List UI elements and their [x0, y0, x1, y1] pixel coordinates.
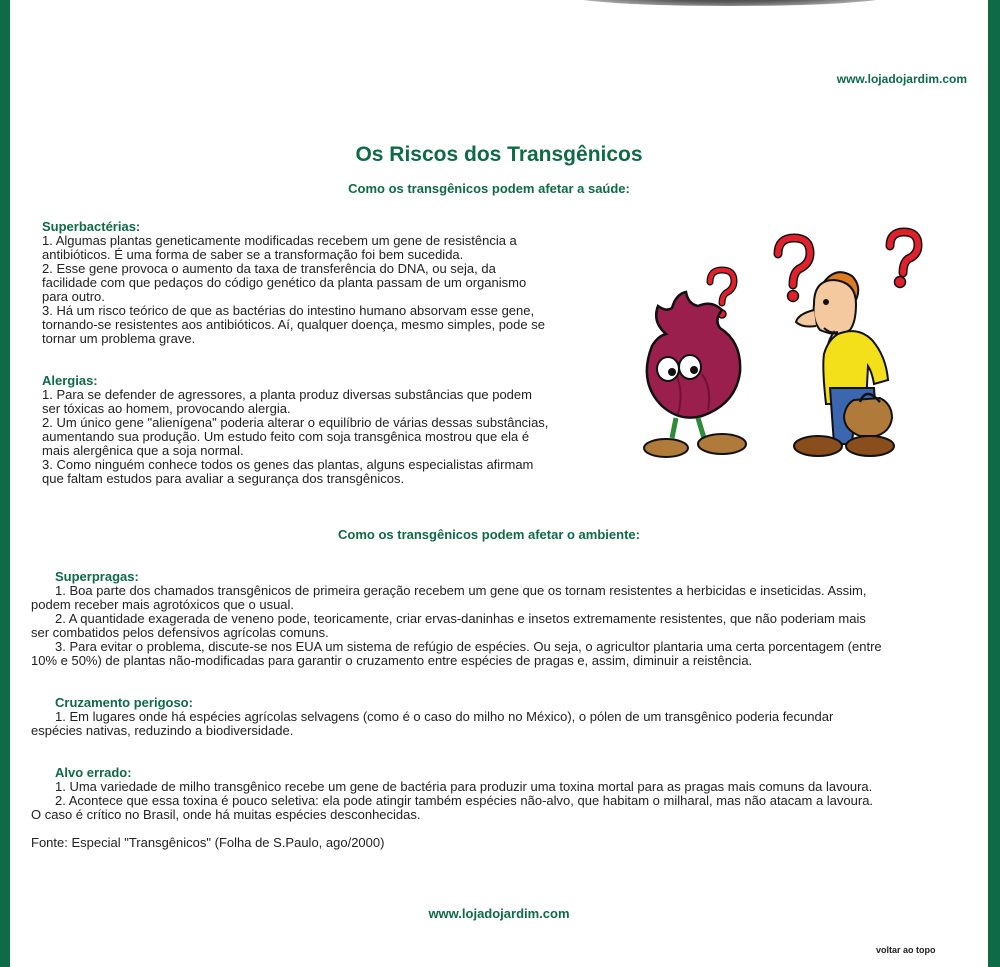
- superbacterias-line: 1. Algumas plantas geneticamente modificadas recebem um gene de resistência a: [42, 233, 517, 248]
- source-citation: Fonte: Especial "Transgênicos" (Folha de S.Paulo, ago/2000): [31, 835, 385, 850]
- superbacterias-line: 3. Há um risco teórico de que as bactérias do intestino humano absorvam esse gene,: [42, 303, 535, 318]
- alvo-section: [31, 766, 976, 822]
- beet-character: [644, 292, 746, 457]
- superbacterias-line: tornar um problema grave.: [42, 331, 196, 346]
- cruzamento-line: espécies nativas, reduzindo a biodiversidade.: [31, 723, 294, 738]
- site-url-bottom[interactable]: www.lojadojardim.com: [428, 906, 570, 921]
- superbacterias-section: [42, 220, 612, 346]
- site-url-top[interactable]: www.lojadojardim.com: [836, 72, 967, 86]
- superpragas-line: ser combatidos pelos defensivos agrícolas comuns.: [31, 625, 329, 640]
- superpragas-line: podem receber mais agrotóxicos que o usual.: [31, 597, 295, 612]
- cruzamento-section: [31, 696, 976, 738]
- question-mark-icon: [890, 232, 918, 288]
- health-heading: Como os transgênicos podem afetar a saúde:: [348, 181, 630, 196]
- superpragas-line: 2. A quantidade exagerada de veneno pode, teoricamente, criar ervas-daninhas e insetos extremamente resistentes, que não poderiam mais: [55, 611, 866, 626]
- superpragas-line: 10% e 50%) de plantas não-modificadas para garantir o cruzamento entre espécies de pragas e, assim, diminuir a reistência.: [31, 653, 753, 668]
- cruzamento-heading: Cruzamento perigoso:: [55, 695, 193, 710]
- page-sheet: [10, 0, 988, 967]
- superpragas-heading: Superpragas:: [55, 569, 139, 584]
- alvo-line: 2. Acontece que essa toxina é pouco seletiva: ela pode atingir também espécies não-alvo, que habitam o milharal, mas não atacam a lavoura.: [55, 793, 874, 808]
- farmer-character: [794, 272, 894, 456]
- alvo-heading: Alvo errado:: [55, 765, 132, 780]
- alergias-line: 2. Um único gene "alienígena" poderia alterar o equilíbrio de várias dessas substâncias,: [42, 415, 549, 430]
- alvo-line: 1. Uma variedade de milho transgênico recebe um gene de bactéria para produzir uma toxina mortal para as pragas mais comuns da lavoura.: [55, 779, 873, 794]
- cruzamento-line: 1. Em lugares onde há espécies agrícolas selvagens (como é o caso do milho no México), o pólen de um transgênico poderia fecundar: [55, 709, 834, 724]
- alergias-line: 1. Para se defender de agressores, a planta produz diversas substâncias que podem: [42, 387, 532, 402]
- alergias-line: aumentando sua produção. Um estudo feito com soja transgênica mostrou que ela é: [42, 429, 530, 444]
- page-title: Os Riscos dos Transgênicos: [355, 143, 643, 166]
- superbacterias-heading: Superbactérias:: [42, 219, 141, 234]
- alergias-line: ser tóxicas ao homem, provocando alergia.: [42, 401, 291, 416]
- environment-heading: Como os transgênicos podem afetar o ambiente:: [338, 527, 640, 542]
- alergias-line: 3. Como ninguém conhece todos os genes das plantas, alguns especialistas afirmam: [42, 457, 534, 472]
- header-shadow: [570, 0, 890, 6]
- alergias-section: [42, 374, 612, 486]
- beet-and-farmer-illustration: [628, 224, 928, 468]
- question-mark-icon: [778, 238, 810, 302]
- alergias-heading: Alergias:: [42, 373, 98, 388]
- alvo-line: O caso é crítico no Brasil, onde há muitas espécies desconhecidas.: [31, 807, 421, 822]
- superbacterias-line: para outro.: [42, 289, 105, 304]
- superpragas-line: 1. Boa parte dos chamados transgênicos de primeira geração recebem um gene que os tornam resistentes a herbicidas e inseticidas. Assim,: [55, 583, 867, 598]
- superbacterias-line: facilidade com que pedaços do código genético da planta passam de um organismo: [42, 275, 527, 290]
- superpragas-line: 3. Para evitar o problema, discute-se nos EUA um sistema de refúgio de espécies. Ou seja, o agricultor plantaria uma certa porcentagem (entre: [55, 639, 882, 654]
- superbacterias-line: antibióticos. É uma forma de saber se a transformação foi bem sucedida.: [42, 247, 464, 262]
- superbacterias-line: tornando-se resistentes aos antibióticos. Aí, qualquer doença, mesmo simples, pode se: [42, 317, 545, 332]
- superpragas-section: [31, 570, 976, 668]
- alergias-line: que faltam estudos para avaliar a segurança dos transgênicos.: [42, 471, 405, 486]
- back-to-top-link[interactable]: voltar ao topo: [876, 945, 936, 955]
- superbacterias-line: 2. Esse gene provoca o aumento da taxa de transferência do DNA, ou seja, da: [42, 261, 496, 276]
- alergias-line: mais alergênica que a soja normal.: [42, 443, 244, 458]
